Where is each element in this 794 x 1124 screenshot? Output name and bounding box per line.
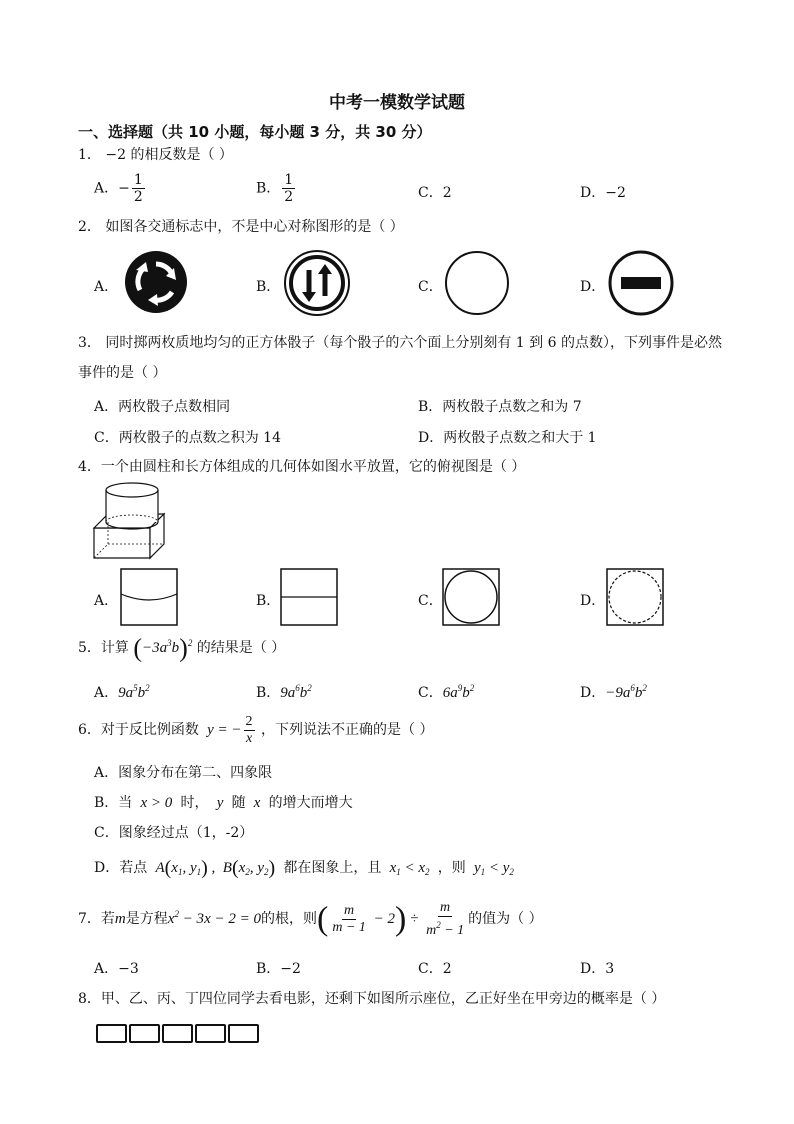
q3-option-d: D．两枚骰子点数之和大于 1	[418, 430, 597, 446]
q7-option-c: C．2	[418, 961, 452, 977]
question-8-stem: 8．甲、乙、丙、丁四位同学去看电影，还剩下如图所示座位，乙正好坐在甲旁边的概率是（ ）	[78, 991, 666, 1007]
q4-option-d-label: D．	[580, 593, 606, 609]
q2-option-b-label: B．	[256, 279, 281, 295]
q1-b-denominator: 2	[284, 189, 294, 205]
q7-option-d: D．3	[580, 961, 615, 977]
q3-option-a: A．两枚骰子点数相同	[94, 399, 231, 415]
q2-option-d-label: D．	[580, 279, 606, 295]
q6-option-b-suffix: 的增大而增大	[268, 795, 353, 811]
question-1-stem: 1． −2 的相反数是（ ）	[78, 147, 233, 163]
q1-option-a-sign: −	[118, 180, 130, 197]
q1-b-numerator: 1	[284, 172, 294, 188]
roundabout-sign-icon	[124, 250, 188, 314]
seat-row-figure	[96, 1024, 261, 1043]
q6-stem-suffix: ，下列说法不正确的是（ ）	[261, 721, 434, 738]
q5-expression: $(-3a^3b)^2$	[133, 633, 193, 663]
q5-option-d-label: D．	[580, 685, 606, 701]
q5-option-a: A．$9a^5b^2$	[94, 683, 150, 701]
seat-3	[162, 1024, 193, 1043]
question-3-stem-line1: 3． 同时掷两枚质地均匀的正方体骰子（每个骰子的六个面上分别刻有 1 到 6 的点数），下列事件是必然	[78, 335, 722, 351]
section-heading: 一、选择题（共 10 小题，每小题 3 分，共 30 分）	[78, 123, 432, 141]
q6-function-expression: y = − $\frac{2}{x}$	[207, 714, 253, 746]
q6-stem-prefix: 6．对于反比例函数	[78, 721, 199, 738]
q7-option-a: A．−3	[94, 961, 139, 977]
q4-option-d-figure	[606, 568, 664, 626]
blank-circle-sign-icon	[444, 250, 510, 316]
q1-option-a-fraction	[132, 172, 145, 205]
q7-stem-middle2: 的根，则	[260, 910, 317, 927]
q1-option-c: C．2	[418, 185, 452, 201]
seat-2	[129, 1024, 160, 1043]
q5-option-c: C．$6a^9b^2$	[418, 683, 475, 701]
q6-option-d-middle: 都在图象上，且	[283, 860, 382, 876]
q4-option-b-label: B．	[256, 593, 281, 609]
q7-expression: ( $\frac{m}{m - 1}$ − 2) ÷ $\frac{m}{m^2 - 1}$	[316, 900, 465, 938]
q4-option-a-label: A．	[94, 593, 119, 609]
q3-option-b: B．两枚骰子点数之和为 7	[418, 399, 582, 415]
q5-option-b: B．$9a^6b^2$	[256, 683, 312, 701]
q1-a-numerator: 1	[133, 172, 143, 188]
cylinder-cuboid-solid-figure	[92, 480, 168, 562]
question-6-stem	[78, 714, 433, 747]
q4-option-b-figure	[280, 568, 338, 626]
seat-4	[195, 1024, 226, 1043]
q7-stem-prefix: 7．若	[78, 910, 115, 927]
q6-option-b: B．当 x > 0 时， y 随 x 的增大而增大	[94, 795, 353, 811]
q1-option-b	[256, 172, 297, 205]
q6-option-d-label: D．若点	[94, 860, 148, 876]
q6-option-b-with: 随	[231, 795, 246, 811]
q1-option-b-fraction	[282, 172, 295, 205]
no-entry-sign-icon	[608, 250, 674, 316]
q3-option-c: C．两枚骰子的点数之积为 14	[94, 430, 281, 446]
q6-option-b-label: B．当	[94, 795, 133, 811]
q4-option-c-label: C．	[418, 593, 443, 609]
question-2-stem: 2． 如图各交通标志中，不是中心对称图形的是（ ）	[78, 219, 404, 235]
q6-option-d: D．若点 $A(x_1$, $y_1$) , $B(x_2$, $y_2$) 都在图象上，且 $x_1 < x_2$ ，则 $y_1 < y_2$	[94, 857, 514, 880]
question-4-stem: 4．一个由圆柱和长方体组成的几何体如图水平放置，它的俯视图是（ ）	[78, 459, 526, 475]
q5-option-d: D．$-9a^6b^2$	[580, 683, 647, 701]
q6-option-d-then: ，则	[437, 860, 466, 876]
q7-stem-suffix: 的值为（ ）	[468, 910, 543, 927]
q2-option-c-label: C．	[418, 279, 443, 295]
q6-option-a: A．图象分布在第二、四象限	[94, 765, 273, 781]
question-5-stem	[78, 633, 286, 663]
q1-option-a	[94, 172, 147, 205]
q5-stem-suffix: 的结果是（ ）	[196, 640, 286, 656]
q1-a-denominator: 2	[133, 189, 143, 205]
page-title: 中考一模数学试题	[329, 93, 465, 113]
q1-option-d: D．−2	[580, 185, 626, 201]
q2-option-a-label: A．	[94, 279, 119, 295]
q4-option-a-figure	[120, 568, 178, 626]
q1-option-a-label: A．	[94, 180, 119, 197]
q5-option-a-label: A．	[94, 685, 119, 701]
q6-option-b-when: 时，	[180, 795, 209, 811]
seat-5	[228, 1024, 259, 1043]
q5-option-c-label: C．	[418, 685, 443, 701]
q4-option-c-figure	[442, 568, 500, 626]
q7-stem-middle1: 是方程	[125, 910, 168, 927]
q6-option-c: C．图象经过点（1，-2）	[94, 825, 254, 841]
question-7-stem: 7．若m是方程$x^2 - 3x - 2 = 0$的根，则( $\frac{m}{m - 1}$ − 2) ÷ $\frac{m}{m^2 - 1}$ 的值为（ ）	[78, 900, 543, 938]
q5-stem-prefix: 5．计算	[78, 640, 129, 656]
q5-option-b-label: B．	[256, 685, 281, 701]
q1-option-b-label: B．	[256, 180, 281, 197]
two-way-traffic-sign-icon	[284, 250, 350, 316]
seat-1	[96, 1024, 127, 1043]
q7-option-b: B．−2	[256, 961, 301, 977]
question-3-stem-line2: 事件的是（ ）	[78, 365, 167, 381]
